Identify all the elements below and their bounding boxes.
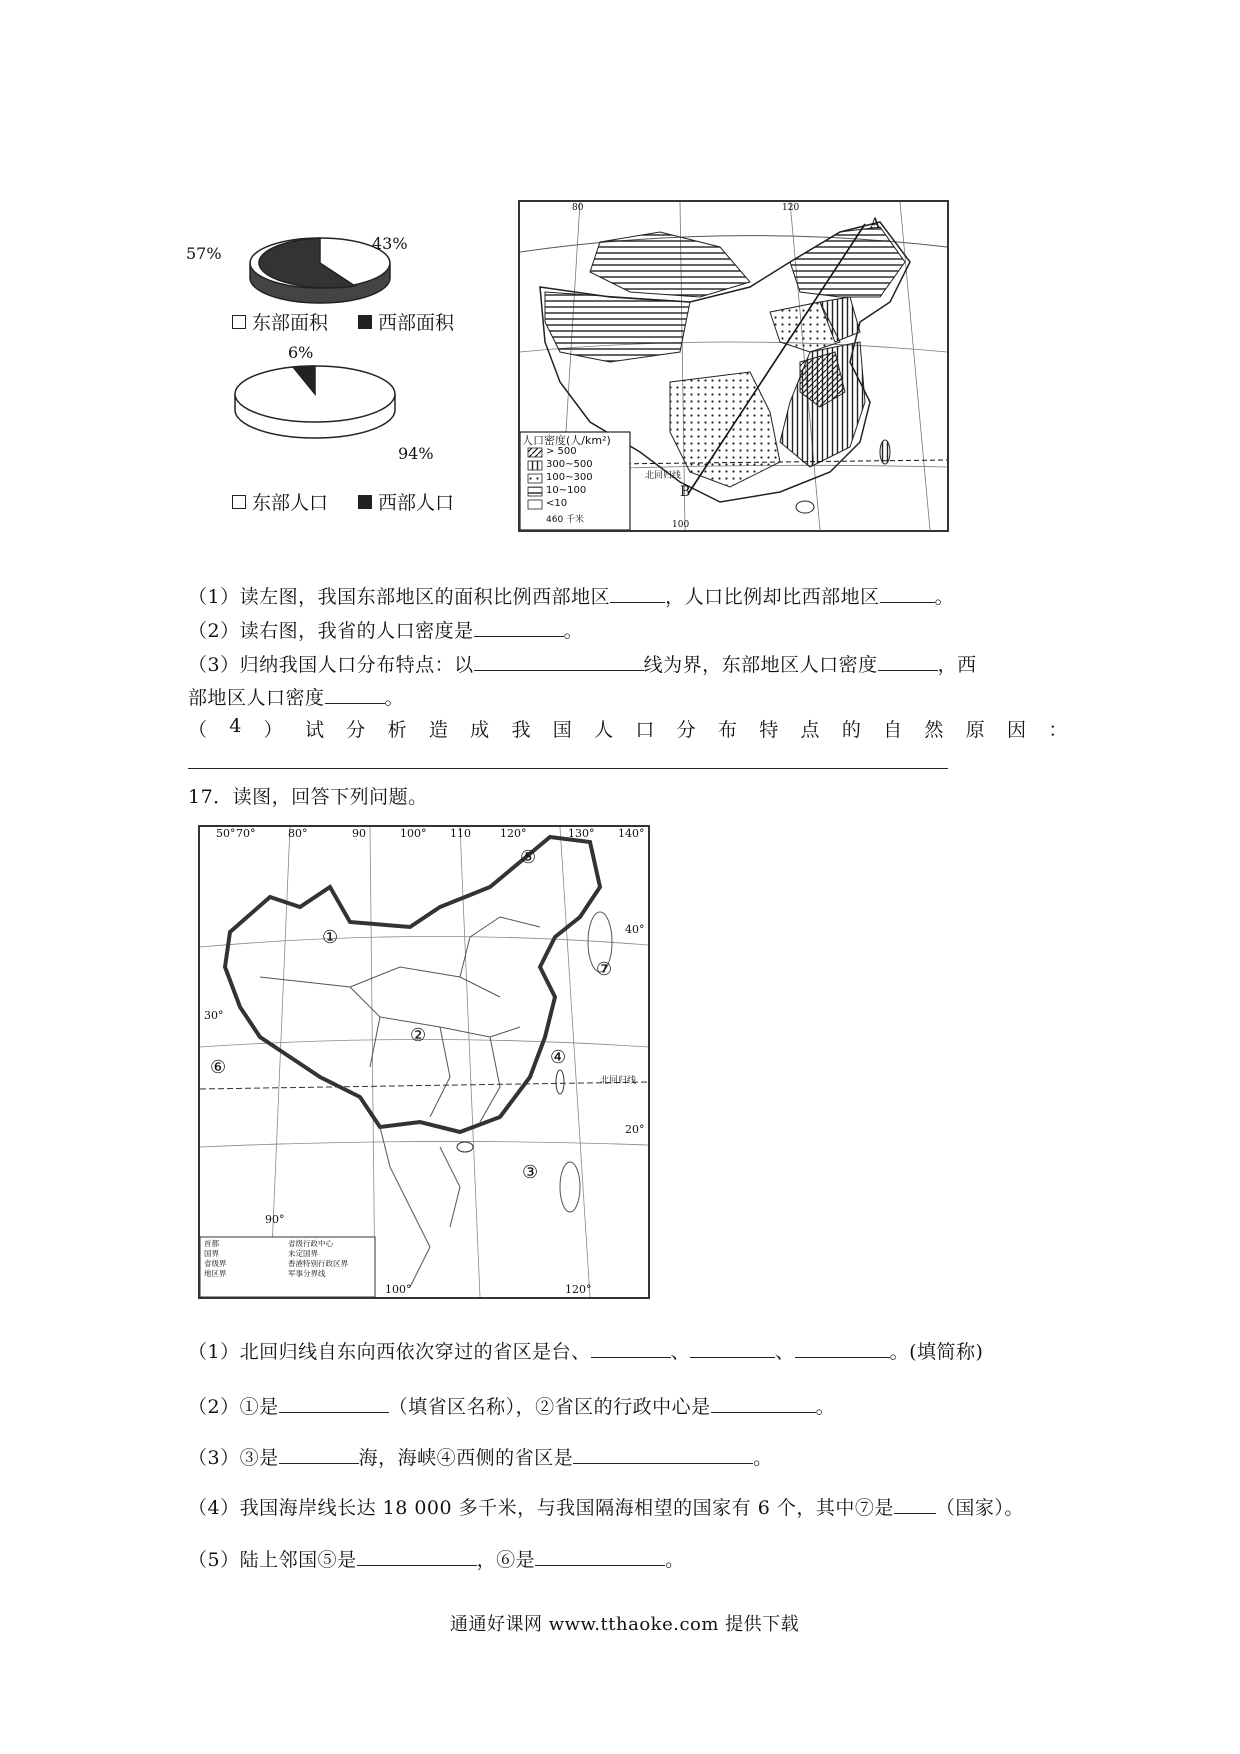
map-lat-label-30: 30° [204, 1009, 224, 1022]
pie-pop-east-pct: 94% [398, 444, 434, 463]
q17-part4: （4）我国海岸线长达 18 000 多千米，与我国隔海相望的国家有 6 个，其中⑦是 （国家）。 [188, 1497, 1024, 1519]
q17-blank-5[interactable] [711, 1394, 816, 1413]
q16-part4-char: 试 [304, 719, 325, 741]
density-scale: 460 千米 [546, 515, 585, 525]
q16-part4-char: ： [1048, 719, 1068, 741]
legend-east-swatch [232, 495, 246, 509]
q16-part4-char: 国 [552, 719, 573, 741]
q16-part4 [188, 715, 1068, 742]
q16-part4-char: 成 [470, 719, 490, 741]
map-top-label-2: 70° [236, 827, 256, 840]
q16-part4-char: 4 [229, 715, 242, 737]
lon-label-2: 100 [672, 520, 690, 530]
q16-blank-5[interactable] [878, 652, 938, 671]
q16-blank-2[interactable] [880, 584, 935, 603]
map-top-label-5: 100° [400, 827, 427, 840]
legend-west-area: 西部面积 [378, 312, 455, 334]
q16-part4-char: 点 [800, 719, 821, 741]
map-top-label-9: 140° [618, 827, 645, 840]
q16-part4-char: 人 [594, 719, 614, 741]
map-top-label-1: 50° [216, 827, 236, 840]
density-legend-4: 10~100 [546, 485, 587, 496]
q16-part4-char: 然 [924, 719, 944, 741]
density-legend-2: 300~500 [546, 459, 593, 470]
map-top-label-7: 120° [500, 827, 527, 840]
marker-7: ⑦ [596, 959, 613, 980]
marker-1: ① [322, 927, 339, 948]
marker-6: ⑥ [210, 1057, 227, 1078]
map-bottom-label-2: 100° [385, 1283, 412, 1296]
q17-part3: （3）③是 海，海峡④西侧的省区是 。 [188, 1447, 773, 1469]
q17-blank-8[interactable] [894, 1495, 936, 1514]
q17-part5: （5）陆上邻国⑤是 ，⑥是 。 [188, 1549, 685, 1571]
q16-part3-cont: 部地区人口密度 。 [188, 687, 405, 709]
population-density-map [518, 200, 949, 532]
marker-3: ③ [522, 1162, 539, 1183]
density-legend-title: 人口密度(人/km²) [522, 434, 611, 447]
density-legend-5: <10 [546, 498, 568, 509]
legend-west-pop: 西部人口 [378, 492, 455, 514]
map-tropic-label: 北回归线 [600, 1076, 637, 1086]
q17-blank-3[interactable] [795, 1339, 890, 1358]
q17-blank-4[interactable] [279, 1394, 389, 1413]
q16-part4-char: 口 [635, 719, 655, 741]
q17-blank-10[interactable] [535, 1547, 665, 1566]
q16-part4-char: ） [263, 719, 284, 741]
pie-pop-west-pct: 6% [288, 343, 314, 362]
map-top-label-8: 130° [568, 827, 595, 840]
q16-part4-char: （ [188, 719, 208, 741]
q17-blank-6[interactable] [279, 1445, 359, 1464]
lon-label-3: 120 [782, 203, 800, 213]
q16-part4-char: 析 [387, 719, 408, 741]
q16-answer-line[interactable] [188, 768, 948, 769]
legend-west-swatch [358, 315, 372, 329]
map-bottom-label-1: 90° [265, 1213, 285, 1226]
legend-west-swatch [358, 495, 372, 509]
q16-blank-6[interactable] [325, 685, 385, 704]
q16-part1: （1）读左图，我国东部地区的面积比例西部地区 ，人口比例却比西部地区 。 [188, 586, 955, 608]
q16-part4-char: 原 [965, 719, 986, 741]
china-map [198, 825, 650, 1299]
pie-area-legend [232, 308, 454, 335]
hu-line-label-b: B [680, 484, 691, 500]
map-top-label-6: 110 [450, 827, 471, 840]
map-legend-national-border: 国界 [204, 1249, 219, 1258]
q16-blank-1[interactable] [610, 584, 665, 603]
legend-east-swatch [232, 315, 246, 329]
map-legend-undetermined-border: 未定国界 [288, 1249, 318, 1258]
q16-part4-char: 布 [717, 719, 738, 741]
map-top-label-3: 80° [288, 827, 308, 840]
map-legend-military-line: 军事分界线 [288, 1269, 326, 1278]
q17-part1: （1）北回归线自东向西依次穿过的省区是台、 、 、 。(填简称) [188, 1341, 984, 1363]
q17-blank-2[interactable] [690, 1339, 775, 1358]
marker-5: ⑤ [520, 847, 537, 868]
q17-blank-7[interactable] [573, 1445, 753, 1464]
lon-label-1: 80 [572, 203, 584, 213]
map-lat-label-20: 20° [625, 1123, 645, 1136]
q16-part4-char: 我 [511, 719, 531, 741]
density-legend-3: 100~300 [546, 472, 593, 483]
page-footer: 通通好课网 www.tthaoke.com 提供下载 [450, 1614, 800, 1635]
q17-blank-9[interactable] [357, 1547, 477, 1566]
pie-area-east-pct: 43% [372, 234, 408, 253]
pie-area-west-pct: 57% [186, 244, 222, 263]
density-legend-1: > 500 [546, 446, 577, 457]
map-lat-label-40: 40° [625, 923, 645, 936]
legend-east-area: 东部面积 [252, 312, 329, 334]
map-legend-provincial-center: 省级行政中心 [288, 1239, 333, 1248]
pie-population-chart [225, 362, 405, 447]
hu-line-label-a: A [870, 216, 881, 232]
map-legend [204, 1239, 372, 1279]
q16-part4-char: 造 [428, 719, 449, 741]
legend-east-pop: 东部人口 [252, 492, 329, 514]
q16-part4-char: 特 [759, 719, 779, 741]
q16-blank-3[interactable] [474, 618, 564, 637]
q16-part2: （2）读右图，我省的人口密度是 。 [188, 620, 584, 642]
q16-part3: （3）归纳我国人口分布特点：以 线为界，东部地区人口密度 ，西 [188, 654, 977, 676]
q16-blank-4[interactable] [474, 652, 644, 671]
q17-blank-1[interactable] [591, 1339, 671, 1358]
map-top-label-4: 90 [352, 827, 366, 840]
pie-pop-legend [232, 488, 454, 515]
q16-part4-char: 的 [841, 719, 862, 741]
map-legend-hk-border: 香港特别行政区界 [288, 1259, 348, 1268]
q17-title: 17．读图，回答下列问题。 [188, 786, 428, 808]
q17-part2: （2）①是 （填省区名称），②省区的行政中心是 。 [188, 1396, 836, 1418]
map-legend-provincial-border: 省级界 [204, 1259, 227, 1268]
map-bottom-label-3: 120° [565, 1283, 592, 1296]
map-legend-region-border: 地区界 [204, 1269, 227, 1278]
tropic-label: 北回归线 [645, 471, 682, 481]
q16-part4-char: 分 [676, 719, 697, 741]
marker-2: ② [410, 1025, 427, 1046]
q16-part4-char: 分 [346, 719, 366, 741]
q16-part4-char: 自 [883, 719, 903, 741]
map-legend-capital: 首都 [204, 1239, 219, 1248]
marker-4: ④ [550, 1047, 567, 1068]
q16-part4-char: 因 [1007, 719, 1027, 741]
